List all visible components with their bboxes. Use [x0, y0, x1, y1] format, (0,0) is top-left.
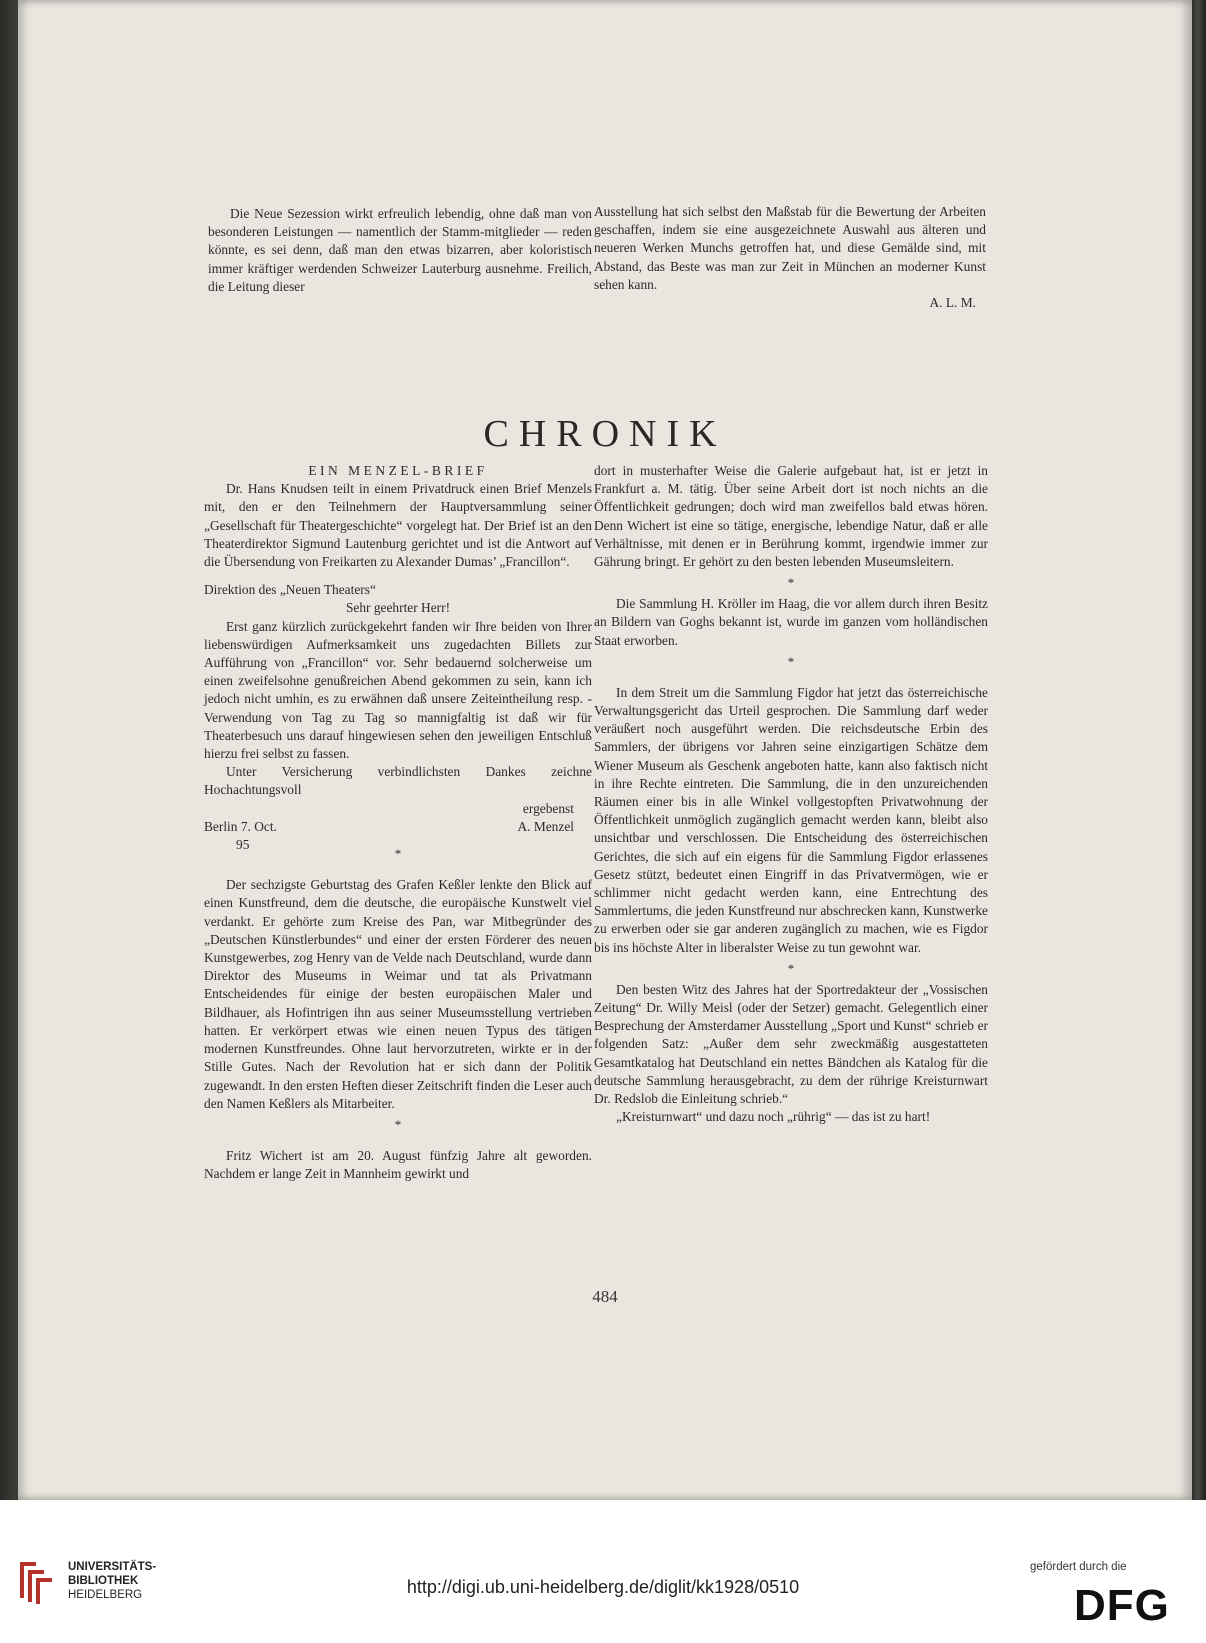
asterisk-separator: * — [787, 653, 795, 669]
punchline-paragraph: „Kreisturnwart“ und dazu noch „rührig“ — das ist zu hart! — [616, 1109, 931, 1125]
menzel-intro: Dr. Hans Knudsen teilt in einem Privatdruck einen Brief Menzels mit, den er den Teilnehmern der Hauptversammlung seiner „Gesellschaft für Theatergeschichte“ vorgelegt hat. Der Brief ist an den Theaterdirektor Sigmund Lautenburg gerichtet und ist die Antwort auf die Übersendung von Freikarten zu Alexander Dumas’ „Francillon“. — [204, 481, 592, 570]
kroeller-paragraph: Die Sammlung H. Kröller im Haag, die vor allem durch ihren Besitz an Bildern van Goghs bekannt ist, wurde im ganzen vom holländischen Staat erworben. — [594, 596, 988, 648]
asterisk-separator: * — [394, 846, 402, 862]
viewer-footer — [0, 1500, 1206, 1643]
letter-ergebenst: ergebenst — [522, 800, 574, 816]
funded-by-caption: gefördert durch die — [1030, 1561, 1127, 1573]
top-left-column — [208, 205, 592, 296]
kessler-paragraph: Der sechzigste Geburtstag des Grafen Keßler lenkte den Blick auf einen Kunstfreund, dem die deutsche, die europäische Kunstwelt viel verdankt. Er gehörte zum Kreise des Pan, war Mitbegründer des „Deutschen Künstlerbundes“ und einer der ersten Förderer des neuen Kunstgewerbes, zog Henry van de Velde nach Deutschland, wurde dann Direktor des Museums in Weimar und tat als Privatmann Entscheidendes für einige der besten europäischen Maler und Bildhauer, als Hofintrigen ihn aus seiner Museumsstellung vertrieben hatten. Er verkörpert etwas wie einen neuen Typus des tätigen modernen Kunstfreundes. Ohne laut hervorzutreten, wirkte er in der Stille Gutes. Nach der Revolution hat er sich dann der Politik zugewandt. In den ersten Heften dieser Zeitschrift finden die Leser auch den Namen Keßlers als Mitarbeiter. — [204, 877, 592, 1111]
page-title: CHRONIK — [483, 413, 727, 455]
top-signature: A. L. M. — [929, 295, 976, 311]
page-number: 484 — [592, 1287, 618, 1306]
letter-salutation: Sehr geehrter Herr! — [345, 600, 451, 616]
top-right-column — [594, 203, 986, 312]
asterisk-separator: * — [787, 960, 795, 976]
wichert-continuation: dort in musterhafter Weise die Galerie aufgebaut hat, ist er jetzt in Frankfurt a. M. tätig. Über seine Arbeit dort ist noch nichts an die Öffentlichkeit gedrungen; doch wird man zweifellos bald etwas hören. Denn Wichert ist eine so tätige, energische, lebendige Natur, daß er alle Verhältnisse, mit denen er in Berührung kommt, irgendwie immer zur Gährung bringt. Er gehört zu den besten lebenden Museumsleitern. — [594, 463, 988, 570]
wichert-paragraph: Fritz Wichert ist am 20. August fünfzig Jahre alt geworden. Nachdem er lange Zeit in Mannheim gewirkt und — [204, 1147, 592, 1182]
asterisk-separator: * — [394, 1116, 402, 1132]
figdor-paragraph: In dem Streit um die Sammlung Figdor hat jetzt das österreichische Verwaltungsgericht das Urteil gesprochen. Die Sammlung darf weder veräußert noch ausgeführt werden. Die reichsdeutsche Erbin des Sammlers, der übrigens vor Jahren seine einzigartigen Schätze dem Wiener Museum als Geschenk angeboten hatte, kann also faktisch nicht in ihre Rechte eintreten. Die Sammlung, die in den unzureichenden Räumen einer bis in alle Winkel vollgestopften Privatwohnung der Öffentlichkeit unmöglich zugänglich gemacht werden kann, bleibt also unsichtbar und verschlossen. Die Entscheidung des österreichischen Gerichtes, die sich auf ein eigens für die Sammlung Figdor erlassenes Gesetz stützt, bedeutet einen Eingriff in das Privatvermögen, wie er schlimmer nicht gedacht werden kann, eine Entrechtung des Sammlertums, die jeden Kunstfreund nur abschrecken kann, Kunstwerke zu erwerben oder sie gar anderen zugänglich zu machen, wie es Figdor bis ins höchste Alter in liberalster Weise zu tun gewohnt war. — [594, 684, 988, 955]
letter-year: 95 — [236, 837, 250, 853]
letter-address: Direktion des „Neuen Theaters“ — [204, 582, 376, 598]
library-line-2: BIBLIOTHEK — [68, 1575, 139, 1587]
letter-signer: A. Menzel — [517, 818, 574, 834]
top-left-text: Die Neue Sezession wirkt erfreulich lebendig, ohne daß man von besonderen Leistungen — namentlich der Stamm-mitglieder — reden könnte, es sei denn, daß man den etwas bizarren, aber koloristisch immer kräftiger werdenden Schweizer Lauterburg ausnehme. Freilich, die Leitung dieser — [208, 206, 592, 294]
letter-place-date: Berlin 7. Oct. — [204, 818, 277, 834]
letter-signature-line — [204, 818, 592, 836]
top-right-text: Ausstellung hat sich selbst den Maßstab für die Bewertung der Arbeiten geschaffen, indem sie eine ausgezeichnete Auswahl aus älteren und neueren Werken Munchs getroffen hat, und diese Gemälde sind, mit Abstand, das Beste was man zur Zeit in München an moderner Kunst sehen kann. — [594, 204, 986, 292]
dfg-logo[interactable]: DFG — [1074, 1581, 1170, 1630]
letter-closing: Unter Versicherung verbindlichsten Dankes zeichne Hochachtungsvoll — [204, 764, 592, 798]
book-binding-left — [0, 0, 18, 1500]
letter-body: Erst ganz kürzlich zurückgekehrt fanden wir Ihre beiden von Ihrer liebenswürdigen Aufmerksamkeit uns zugedachten Billets zur Aufführung von „Francillon“ vor. Sehr bedauernd solcherweise um einen zweifelsohne genußreichen Abend gekommen zu sein, kann ich jedoch nicht umhin, es zu erwähnen daß unsere Zeiteintheilung resp. -Verwendung von Tag zu Tag so mannigfaltig ist daß wir für Theaterbesuch uns darauf hingewiesen sehen den jeweiligen Entschluß hierzu frei selbst zu fassen. — [204, 618, 592, 762]
library-line-3: HEIDELBERG — [68, 1589, 143, 1601]
document-page — [18, 0, 1192, 1500]
library-line-1: UNIVERSITÄTS- — [68, 1561, 157, 1573]
book-binding-right — [1192, 0, 1206, 1500]
asterisk-separator: * — [787, 575, 795, 591]
right-column — [594, 462, 988, 1127]
document-url-link[interactable]: http://digi.ub.uni-heidelberg.de/diglit/kk1928/0510 — [406, 1577, 800, 1597]
section-heading: EIN MENZEL-BRIEF — [308, 463, 488, 478]
witz-paragraph: Den besten Witz des Jahres hat der Sportredakteur der „Vossischen Zeitung“ Dr. Willy Meisl (oder der Setzer) gemacht. Gelegentlich einer Besprechung der Amsterdamer Ausstellung „Sport und Kunst“ schrieb er folgenden Satz: „Außer dem sehr zweckmäßig ausgestatteten Gesamtkatalog hat Deutschland ein nettes Bändchen als Katalog für die deutsche Sammlung herausgebracht, zu dem der rührige Kreisturnwart Dr. Redslob die Einleitung schrieb.“ — [594, 981, 988, 1107]
left-column — [204, 462, 592, 1183]
